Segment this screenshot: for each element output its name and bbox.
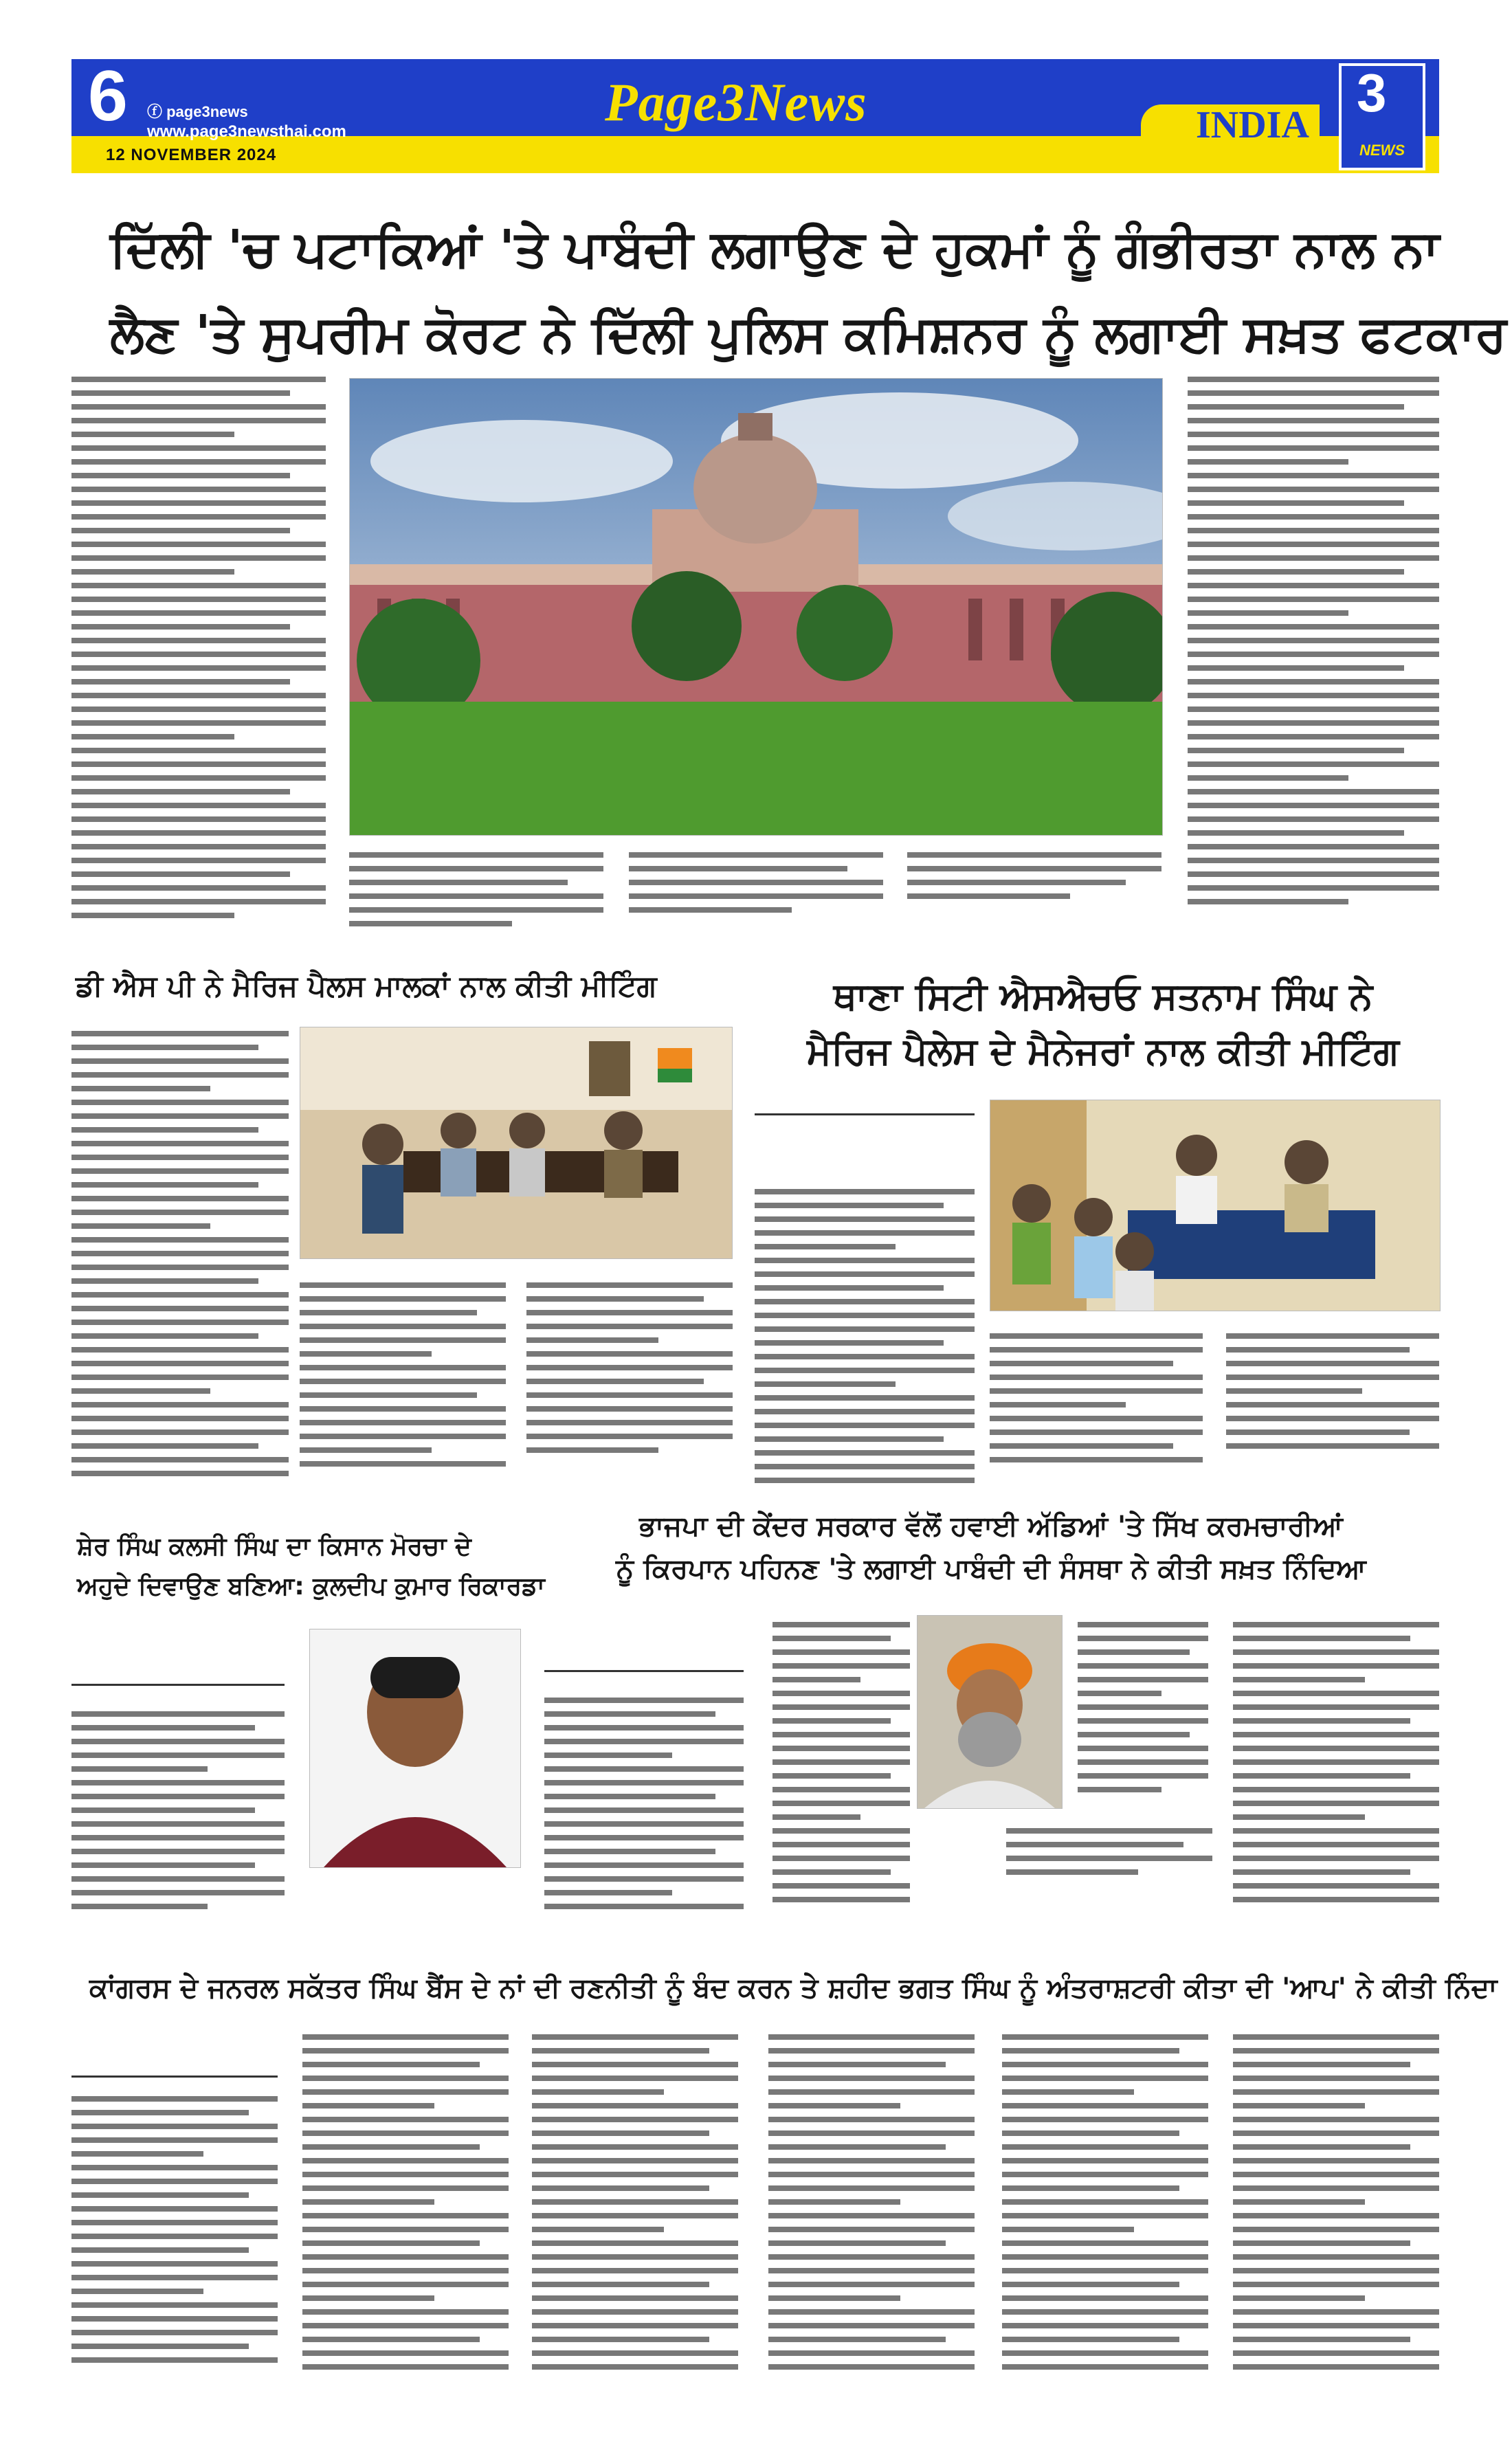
portrait-photo-2 [917,1615,1063,1809]
main-headline [110,206,1507,377]
main-story-col-4 [907,852,1161,935]
logo-news-text: NEWS [1359,142,1405,159]
fifth-story-byline-rule [544,1670,744,1672]
fourth-story-col-1 [71,1711,285,1917]
third-story-col-3 [1226,1333,1439,1491]
sixth-story-col-5 [1002,2034,1208,2385]
dsp-meeting-photo [300,1027,733,1259]
fourth-story-headline [77,1527,545,1607]
fifth-headline-line1: ਭਾਜਪਾ ਦੀ ਕੇਂਦਰ ਸਰਕਾਰ ਵੱਲੋਂ ਹਵਾਈ ਅੱਡਿਆਂ 'ਤੇ ਸਿੱਖ ਕਰਮਚਾਰੀਆਂ [639,1511,1343,1542]
fifth-story-col-2 [772,1622,910,1917]
fifth-story-headline [544,1505,1438,1590]
section-label: INDIA [1196,104,1309,146]
sho-meeting-image [990,1100,1440,1311]
website-link[interactable]: www.page3newsthai.com [147,122,346,141]
second-story-headline: ਡੀ ਐਸ ਪੀ ਨੇ ਮੈਰਿਜ ਪੈਲਸ ਮਾਲਕਾਂ ਨਾਲ ਕੀਤੀ ਮੀਟਿੰਗ [76,969,657,1003]
sixth-story-col-6 [1233,2034,1439,2385]
supreme-court-image [350,379,1162,835]
main-story-col-2 [349,852,603,935]
fifth-headline-line2: ਨੂੰ ਕਿਰਪਾਨ ਪਹਿਨਣ 'ਤੇ ਲਗਾਈ ਪਾਬੰਦੀ ਦੀ ਸੰਸਥਾ ਨੇ ਕੀਤੀ ਸਖ਼ਤ ਨਿੰਦਿਆ [616,1553,1366,1585]
sixth-story-byline-rule [71,2076,278,2078]
third-headline-line1: ਥਾਣਾ ਸਿਟੀ ਐਸਐਚਓ ਸਤਨਾਮ ਸਿੰਘ ਨੇ [833,975,1373,1018]
fifth-story-col-4 [1078,1622,1208,1828]
third-story-headline [777,969,1430,1079]
brand-logo-text: Page3News [605,72,867,132]
third-story-col-1 [755,1189,975,1491]
third-story-col-2 [990,1333,1203,1491]
sixth-story-col-1 [71,2096,278,2385]
main-headline-line1: ਦਿੱਲੀ 'ਚ ਪਟਾਕਿਆਂ 'ਤੇ ਪਾਬੰਦੀ ਲਗਾਉਣ ਦੇ ਹੁਕਮਾਂ ਨੂੰ ਗੰਭੀਰਤਾ ਨਾਲ ਨਾ [110,219,1440,278]
social-handle: ⓕ page3news [147,103,248,120]
portrait-image-2 [918,1616,1062,1808]
sixth-story-col-3 [532,2034,738,2385]
dsp-meeting-image [300,1027,732,1258]
page-number: 6 [88,56,128,136]
sixth-story-col-2 [302,2034,509,2385]
third-headline-line2: ਮੈਰਿਜ ਪੈਲੇਸ ਦੇ ਮੈਨੇਜਰਾਂ ਨਾਲ ਕੀਤੀ ਮੀਟਿੰਗ [807,1030,1399,1073]
issue-date: 12 NOVEMBER 2024 [106,146,277,164]
fifth-story-col-1 [544,1698,744,1917]
main-story-col-right [1188,377,1439,926]
sixth-story-headline: ਕਾਂਗਰਸ ਦੇ ਜਨਰਲ ਸਕੱਤਰ ਸਿੰਘ ਬੈਂਸ ਦੇ ਨਾਂ ਦੀ ਰਣਨੀਤੀ ਨੂੰ ਬੰਦ ਕਰਨ ਤੇ ਸ਼ਹੀਦ ਭਗਤ ਸਿੰਘ ਨੂੰ ਅੰਤਰਾਸ਼ਟਰੀ ਕੀਤਾ ਦੀ 'ਆਪ' ਨੇ ਕੀਤੀ ਨਿੰਦਾ [89,1972,1498,2004]
main-story-col-left [71,377,326,940]
sho-meeting-photo [990,1100,1441,1311]
logo-number: 3 [1357,63,1387,123]
fifth-story-col-5 [1233,1622,1439,1917]
fourth-story-byline-rule [71,1684,285,1686]
fourth-headline-line2: ਅਹੁਦੇ ਦਿਵਾਉਣ ਬਣਿਆ: ਕੁਲਦੀਪ ਕੁਮਾਰ ਰਿਕਾਰਡਾ [77,1572,545,1601]
main-headline-line2: ਲੈਣ 'ਤੇ ਸੁਪਰੀਮ ਕੋਰਟ ਨੇ ਦਿੱਲੀ ਪੁਲਿਸ ਕਮਿਸ਼ਨਰ ਨੂੰ ਲਗਾਈ ਸਖ਼ਤ ਫਟਕਾਰ [110,304,1507,364]
portrait-photo-1 [309,1629,521,1868]
supreme-court-photo [349,378,1163,836]
second-story-col-1 [71,1031,289,1484]
sixth-story-col-4 [768,2034,975,2385]
main-story-col-3 [629,852,883,935]
second-story-col-3 [526,1282,733,1489]
second-story-col-2 [300,1282,506,1489]
fifth-story-col-3 [1006,1828,1212,1917]
third-story-byline-rule [755,1113,975,1115]
fourth-headline-line1: ਸ਼ੇਰ ਸਿੰਘ ਕਲਸੀ ਸਿੰਘ ਦਾ ਕਿਸਾਨ ਮੋਰਚਾ ਦੇ [77,1533,471,1561]
portrait-image-1 [310,1629,520,1867]
portrait-caption-1 [309,1883,520,1924]
